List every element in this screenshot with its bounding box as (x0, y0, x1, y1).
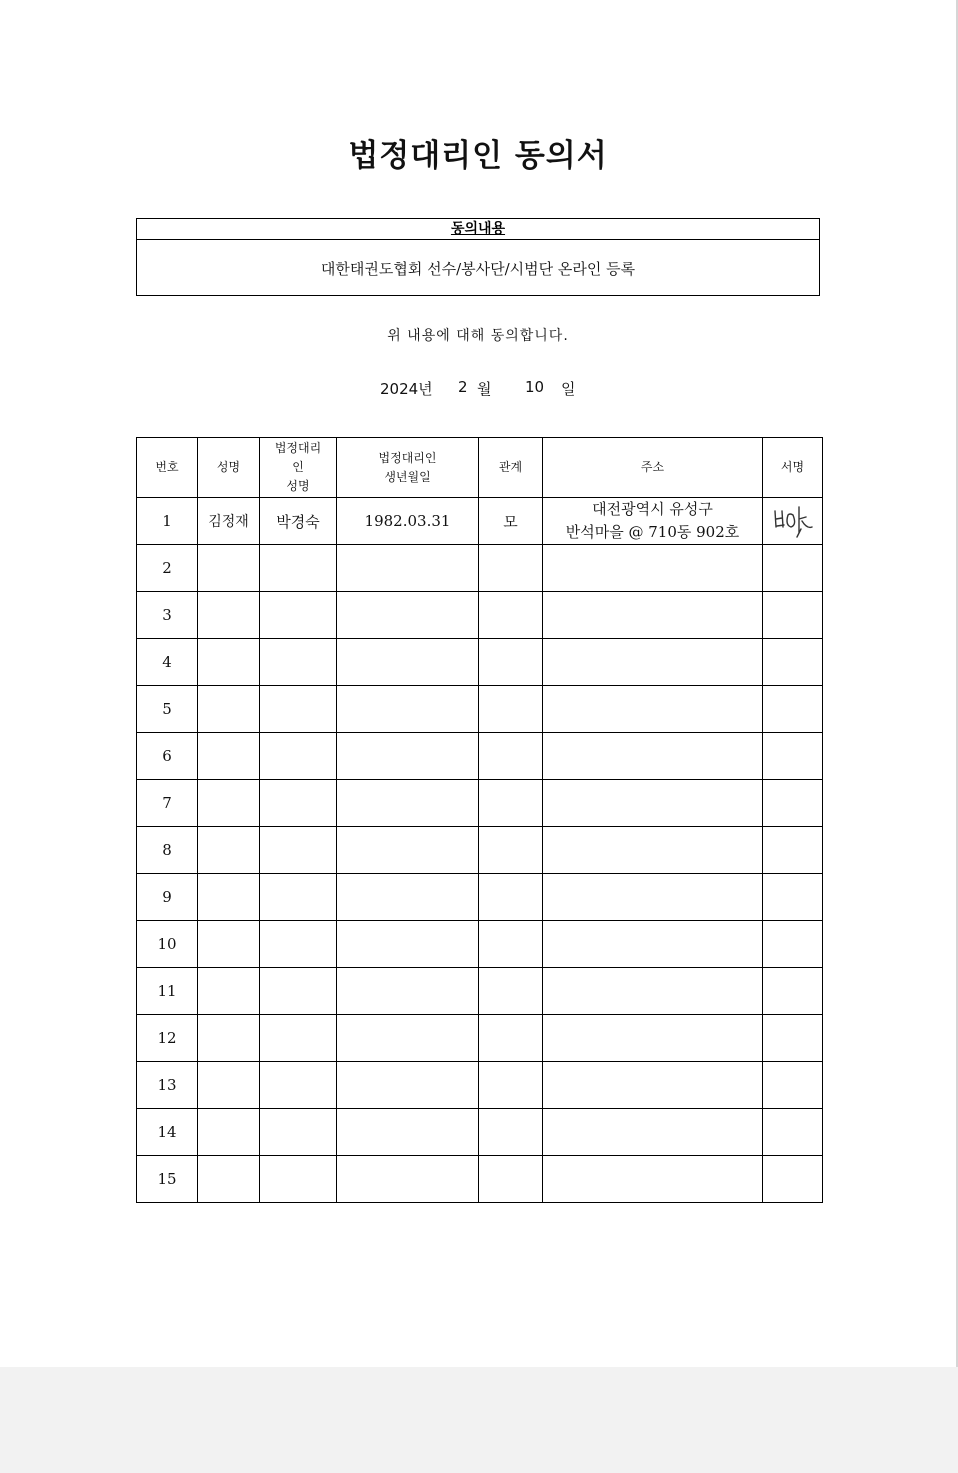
cell-name (198, 733, 260, 780)
table-row (137, 686, 823, 733)
table-header-row (137, 438, 823, 498)
cell-guardian-birth (337, 1062, 479, 1109)
cell-number: 9 (137, 874, 198, 921)
cell-signature (763, 874, 823, 921)
document-title: 법정대리인 동의서 (348, 138, 608, 174)
cell-relation (479, 874, 543, 921)
cell-number: 15 (137, 1156, 198, 1203)
cell-guardian-birth (337, 780, 479, 827)
table-row (137, 592, 823, 639)
cell-signature (763, 1062, 823, 1109)
cell-address (543, 1062, 763, 1109)
cell-name (198, 545, 260, 592)
cell-guardian-name (260, 639, 337, 686)
cell-signature (763, 545, 823, 592)
cell-guardian-birth (337, 545, 479, 592)
cell-relation (479, 545, 543, 592)
cell-guardian-name: 박경숙 (260, 498, 337, 545)
cell-address (543, 1156, 763, 1203)
cell-relation (479, 921, 543, 968)
cell-number: 3 (137, 592, 198, 639)
table-row (137, 733, 823, 780)
cell-relation (479, 1156, 543, 1203)
cell-number: 2 (137, 545, 198, 592)
cell-relation (479, 639, 543, 686)
cell-address (543, 686, 763, 733)
cell-number: 12 (137, 1015, 198, 1062)
cell-guardian-birth (337, 874, 479, 921)
cell-name (198, 1062, 260, 1109)
cell-name (198, 1109, 260, 1156)
cell-guardian-name (260, 1015, 337, 1062)
cell-name: 김정재 (198, 498, 260, 545)
cell-number: 10 (137, 921, 198, 968)
table-row (137, 545, 823, 592)
cell-guardian-birth (337, 1156, 479, 1203)
table-row (137, 780, 823, 827)
cell-signature (763, 827, 823, 874)
cell-address (543, 592, 763, 639)
date-month: 2 (458, 378, 468, 396)
cell-name (198, 827, 260, 874)
cell-relation (479, 780, 543, 827)
cell-guardian-birth (337, 921, 479, 968)
cell-number: 13 (137, 1062, 198, 1109)
cell-relation (479, 686, 543, 733)
guardian-table (136, 437, 823, 1203)
cell-guardian-birth (337, 592, 479, 639)
header-name: 성명 (198, 438, 260, 498)
header-address: 주소 (543, 438, 763, 498)
cell-address (543, 874, 763, 921)
cell-guardian-name (260, 921, 337, 968)
cell-guardian-birth (337, 733, 479, 780)
table-row (137, 1109, 823, 1156)
table-row (137, 827, 823, 874)
cell-signature (763, 1109, 823, 1156)
cell-name (198, 1156, 260, 1203)
table-row (137, 1062, 823, 1109)
cell-guardian-name (260, 1062, 337, 1109)
cell-relation (479, 733, 543, 780)
cell-signature (763, 733, 823, 780)
cell-name (198, 686, 260, 733)
cell-name (198, 921, 260, 968)
cell-guardian-name (260, 874, 337, 921)
cell-signature (763, 639, 823, 686)
cell-guardian-birth (337, 968, 479, 1015)
agreement-statement: 위 내용에 대해 동의합니다. (387, 328, 569, 344)
handwritten-signature-icon (771, 503, 815, 539)
cell-signature (763, 1015, 823, 1062)
cell-number: 7 (137, 780, 198, 827)
cell-number: 11 (137, 968, 198, 1015)
date-day-unit: 일 (561, 380, 576, 398)
cell-name (198, 1015, 260, 1062)
cell-relation (479, 592, 543, 639)
cell-signature (763, 1156, 823, 1203)
date-day: 10 (525, 378, 545, 396)
cell-address (543, 968, 763, 1015)
cell-number: 6 (137, 733, 198, 780)
cell-guardian-name (260, 1156, 337, 1203)
cell-signature (763, 780, 823, 827)
cell-guardian-birth (337, 1109, 479, 1156)
cell-number: 5 (137, 686, 198, 733)
table-row (137, 1015, 823, 1062)
cell-guardian-name (260, 968, 337, 1015)
table-row (137, 498, 823, 545)
cell-name (198, 780, 260, 827)
cell-guardian-name (260, 686, 337, 733)
cell-guardian-birth (337, 827, 479, 874)
cell-guardian-name (260, 545, 337, 592)
cell-address (543, 1109, 763, 1156)
cell-number: 8 (137, 827, 198, 874)
header-guardian-birth: 법정대리인 생년월일 (337, 438, 479, 498)
consent-content: 대한태권도협회 선수/봉사단/시범단 온라인 등록 (320, 260, 636, 278)
table-row (137, 968, 823, 1015)
cell-name (198, 874, 260, 921)
table-row (137, 1156, 823, 1203)
cell-relation (479, 968, 543, 1015)
cell-number: 14 (137, 1109, 198, 1156)
table-row (137, 874, 823, 921)
cell-name (198, 639, 260, 686)
cell-number: 4 (137, 639, 198, 686)
cell-relation (479, 1015, 543, 1062)
table-row (137, 921, 823, 968)
cell-address (543, 827, 763, 874)
cell-signature (763, 968, 823, 1015)
cell-address: 대전광역시 유성구 반석마을 @ 710동 902호 (543, 498, 763, 545)
cell-signature (763, 498, 823, 545)
cell-guardian-birth (337, 1015, 479, 1062)
cell-relation: 모 (479, 498, 543, 545)
header-relation: 관계 (479, 438, 543, 498)
cell-guardian-birth: 1982.03.31 (337, 498, 479, 545)
cell-relation (479, 1109, 543, 1156)
cell-address (543, 639, 763, 686)
cell-signature (763, 592, 823, 639)
header-number: 번호 (137, 438, 198, 498)
cell-address (543, 780, 763, 827)
cell-guardian-name (260, 1109, 337, 1156)
date-month-unit: 월 (477, 380, 492, 398)
cell-number: 1 (137, 498, 198, 545)
cell-name (198, 968, 260, 1015)
cell-address (543, 545, 763, 592)
consent-header: 동의내용 (137, 219, 819, 240)
cell-guardian-name (260, 592, 337, 639)
cell-address (543, 1015, 763, 1062)
cell-guardian-name (260, 827, 337, 874)
cell-address (543, 733, 763, 780)
consent-box (136, 218, 820, 296)
consent-date (0, 378, 956, 400)
header-guardian-name: 법정대리 인 성명 (260, 438, 337, 498)
cell-name (198, 592, 260, 639)
cell-signature (763, 686, 823, 733)
table-row (137, 639, 823, 686)
header-signature: 서명 (763, 438, 823, 498)
cell-signature (763, 921, 823, 968)
date-year: 2024년 (380, 380, 433, 398)
cell-guardian-birth (337, 639, 479, 686)
cell-guardian-name (260, 780, 337, 827)
cell-relation (479, 1062, 543, 1109)
cell-guardian-birth (337, 686, 479, 733)
cell-relation (479, 827, 543, 874)
cell-guardian-name (260, 733, 337, 780)
cell-address (543, 921, 763, 968)
